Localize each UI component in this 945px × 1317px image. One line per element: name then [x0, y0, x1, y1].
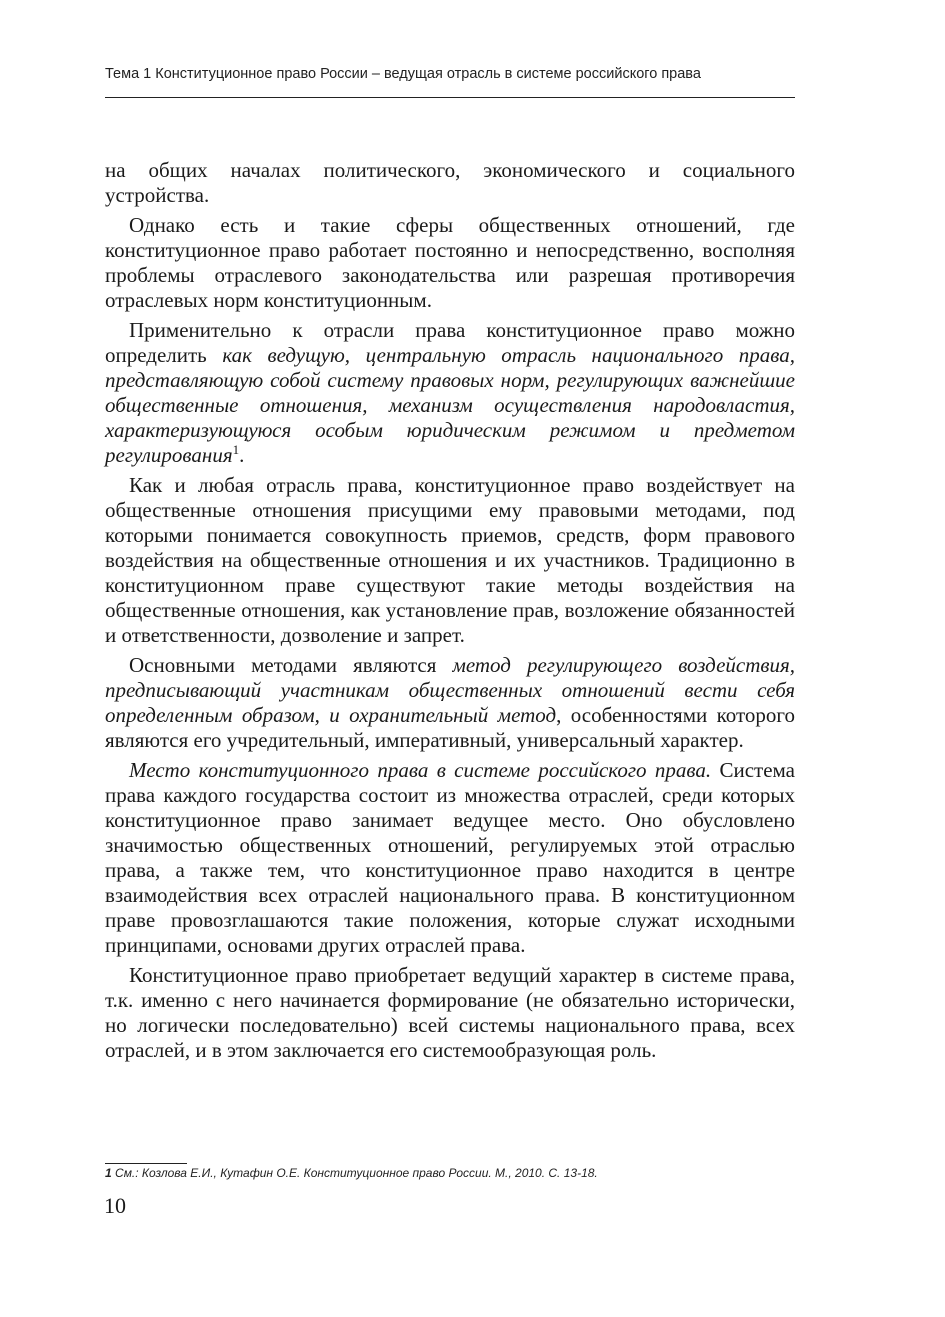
footnote-rule — [105, 1163, 187, 1164]
methods-italic: метод регулирующего воздействия, предписывающий участникам общественных отношений вести себя определенным образом, и охранительный метод — [105, 653, 795, 727]
paragraph-text: , особенностями которого являются его учредительный, императивный, универсальный характер. — [105, 703, 795, 752]
paragraph-text: Применительно к отрасли права конституционное право можно определить — [105, 318, 795, 367]
paragraph: на общих началах политического, экономического и социального устройства. — [105, 158, 795, 207]
footnote-marker: 1 — [105, 1166, 112, 1180]
paragraph: Однако есть и такие сферы общественных отношений, где конституционное право работает постоянно и непосредственно, восполняя проблемы отраслевого законодательства или разрешая противоречия отраслевых норм конституционным. — [105, 213, 795, 312]
paragraph — [105, 653, 795, 753]
running-header: Тема 1 Конституционное право России – ведущая отрасль в системе российского права — [105, 66, 701, 82]
section-lead-italic: Место конституционного права в системе российского права. — [129, 758, 712, 782]
page-number: 10 — [104, 1193, 126, 1218]
footnote-text: См.: Козлова Е.И., Кутафин О.Е. Конституционное право России. М., 2010. С. 13-18. — [111, 1166, 598, 1180]
paragraph-text: . — [239, 443, 245, 467]
paragraph: Как и любая отрасль права, конституционное право воздействует на общественные отношения присущими ему правовыми методами, под которыми понимается совокупность приемов, средств, форм правового воздействия на общественные отношения и их участников. Традиционно в конституционном праве существуют такие методы воздействия на общественные отношения, как установление прав, возложение обязанностей и ответственности, дозволение и запрет. — [105, 473, 795, 647]
paragraph — [105, 318, 795, 468]
paragraph — [105, 758, 795, 958]
paragraph-text: Система права каждого государства состоит из множества отраслей, среди которых конституционное право занимает ведущее место. Оно обусловлено значимостью общественных отношений, регулируемых этой отраслью права, а также тем, что конституционное право находится в центре взаимодействия всех отраслей национального права. В конституционном праве провозглашаются такие положения, которые служат исходными принципами, основами других отраслей права. — [105, 758, 795, 957]
footnote-reference[interactable]: 1 — [232, 442, 240, 457]
header-rule — [105, 97, 795, 98]
footnote — [105, 1166, 795, 1180]
body-text — [105, 158, 795, 1068]
definition-italic: как ведущую, центральную отрасль национального права, представляющую собой систему правовых норм, регулирующих важнейшие общественные отношения, механизм осуществления народовластия, характеризующуюся особым юридическим режимом и предметом регулирования — [105, 343, 795, 467]
paragraph: Конституционное право приобретает ведущий характер в системе права, т.к. именно с него начинается формирование (не обязательно исторически, но логически последовательно) всей системы национального права, всех отраслей, и в этом заключается его системообразующая роль. — [105, 963, 795, 1062]
paragraph-text: Основными методами являются — [129, 653, 453, 677]
